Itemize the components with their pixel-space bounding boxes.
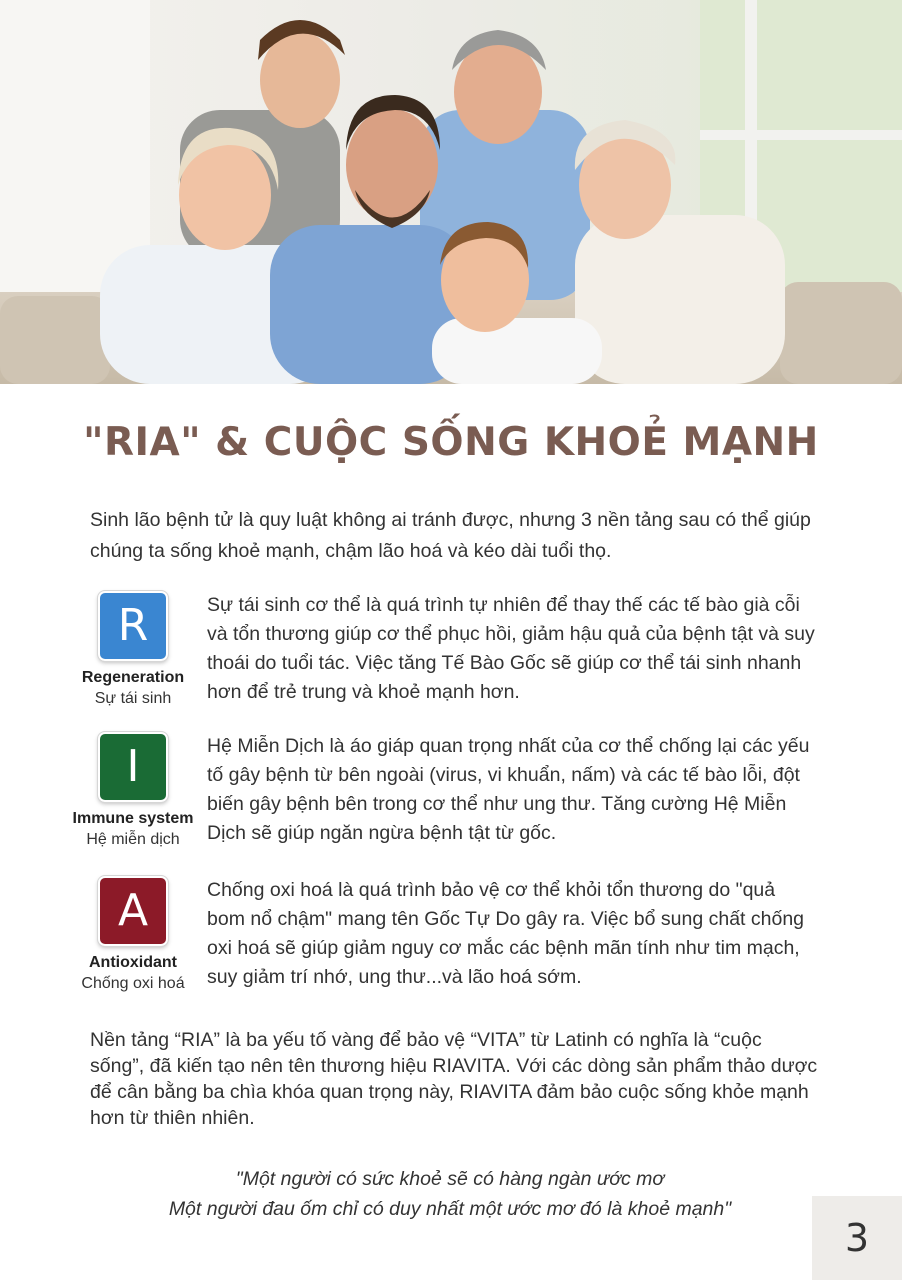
quote-line-1: "Một người có sức khoẻ sẽ có hàng ngàn ước mơ (235, 1168, 665, 1190)
pillar-badge-column (62, 591, 204, 709)
regeneration-badge: R (98, 591, 168, 661)
closing-paragraph: Nền tảng “RIA” là ba yếu tố vàng để bảo vệ “VITA” từ Latinh có nghĩa là “cuộc sống”, đã kiến tạo nên tên thương hiệu RIAVITA. Với các dòng sản phẩm thảo dược để cân bằng ba chìa khóa quan trọng này, RIAVITA đảm bảo cuộc sống khỏe mạnh hơn từ thiên nhiên. (90, 1029, 818, 1129)
page-number: 3 (812, 1196, 902, 1280)
pillar-description: Chống oxi hoá là quá trình bảo vệ cơ thể khỏi tổn thương do "quả bom nổ chậm" mang tên Gốc Tự Do gây ra. Việc bổ sung chất chống oxi hoá sẽ giúp giảm nguy cơ mắc các bệnh mãn tính như tim mạch, suy giảm trí nhớ, ung thư...và lão hoá sớm. (207, 879, 805, 988)
pillar-name-vi: Sự tái sinh (94, 690, 172, 707)
pillar-name-vi: Chống oxi hoá (81, 975, 185, 992)
page-title: "RIA" & CUỘC SỐNG KHOẺ MẠNH (83, 420, 819, 465)
pillar-description: Sự tái sinh cơ thể là quá trình tự nhiên để thay thế các tế bào già cỗi và tổn thương giúp cơ thể phục hồi, giảm hậu quả của bệnh tật và suy thoái do tuổi tác. Việc tăng Tế Bào Gốc sẽ giúp cơ thể tái sinh nhanh hơn để trẻ trung và khoẻ mạnh hơn. (207, 594, 815, 703)
pillar-name-en: Regeneration (81, 669, 185, 686)
antioxidant-badge: A (98, 876, 168, 946)
pillar-name-vi: Hệ miễn dịch (86, 831, 180, 848)
pillar-name-en: Antioxidant (89, 954, 177, 971)
pillar-name-en: Immune system (72, 810, 194, 827)
quote-line-2: Một người đau ốm chỉ có duy nhất một ước mơ đó là khoẻ mạnh" (168, 1198, 732, 1220)
quote (100, 1164, 800, 1224)
pillar-badge-column (62, 876, 204, 994)
intro-paragraph: Sinh lão bệnh tử là quy luật không ai tránh được, nhưng 3 nền tảng sau có thể giúp chúng ta sống khoẻ mạnh, chậm lão hoá và kéo dài tuổi thọ. (90, 509, 811, 562)
immune-system-badge: I (98, 732, 168, 802)
family-illustration (0, 0, 902, 384)
hero-family-photo (0, 0, 902, 384)
pillar-badge-column (62, 732, 204, 850)
pillar-description: Hệ Miễn Dịch là áo giáp quan trọng nhất của cơ thể chống lại các yếu tố gây bệnh từ bên ngoài (virus, vi khuẩn, nấm) và các tế bào lỗi, đột biến gây bệnh bên trong cơ thể như ung thư. Tăng cường Hệ Miễn Dịch sẽ giúp ngăn ngừa bệnh tật từ gốc. (207, 735, 810, 844)
